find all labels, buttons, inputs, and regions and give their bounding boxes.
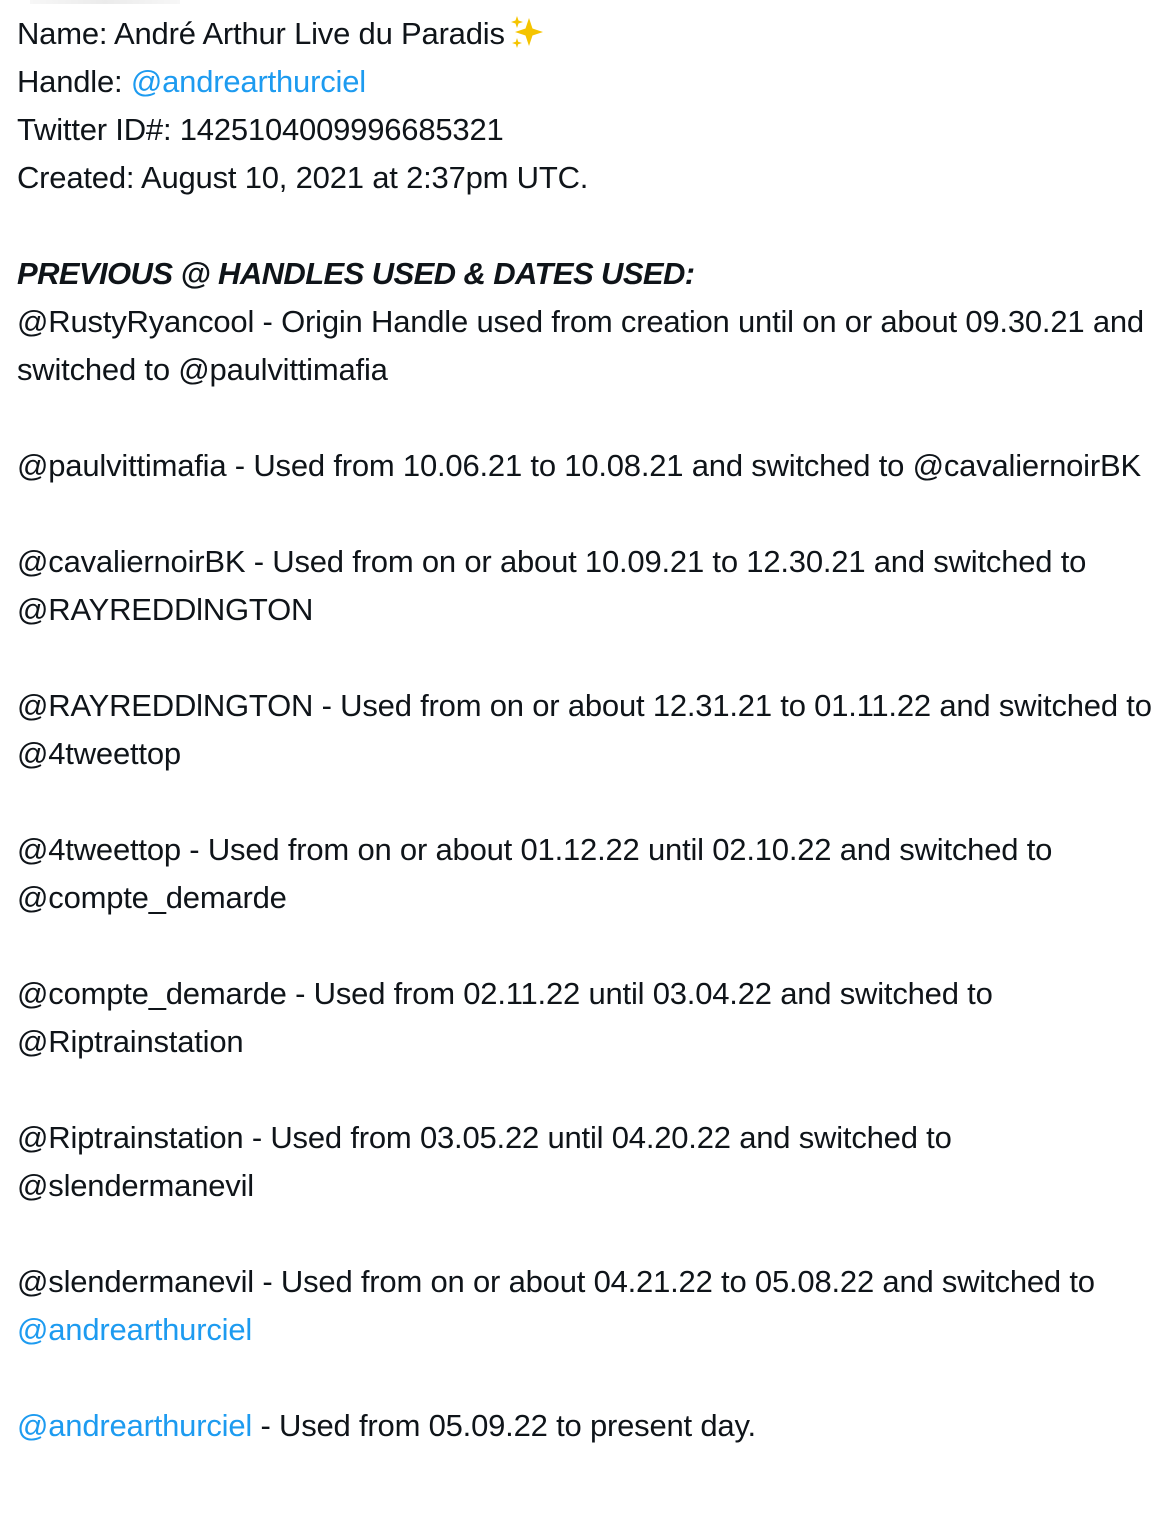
handle-link[interactable]: @andrearthurciel	[17, 1312, 253, 1347]
name-label: Name:	[17, 16, 115, 51]
spacer	[17, 1354, 1157, 1402]
history-entry-2: @paulvittimafia - Used from 10.06.21 to 10.08.21 and switched to @cavaliernoirBK	[17, 448, 1141, 483]
spacer	[17, 394, 1157, 442]
history-entry-3: @cavaliernoirBK - Used from on or about 10.09.21 to 12.30.21 and switched to @RAYREDDlNGTON	[17, 544, 1087, 627]
top-edge-shadow	[30, 0, 180, 4]
tweet-text	[17, 10, 1157, 1450]
handle-line	[17, 58, 1157, 106]
history-entry-8-text: @slendermanevil - Used from on or about 04.21.22 to 05.08.22 and switched to	[17, 1264, 1095, 1299]
name-line	[17, 10, 1157, 58]
spacer	[17, 1210, 1157, 1258]
history-entry-8	[17, 1258, 1157, 1354]
spacer	[17, 778, 1157, 826]
twitter-id-line: Twitter ID#: 1425104009996685321	[17, 112, 504, 147]
history-entry-9-text: - Used from 05.09.22 to present day.	[252, 1408, 756, 1443]
sparkles-icon	[509, 14, 545, 64]
history-entry-5: @4tweettop - Used from on or about 01.12.22 until 02.10.22 and switched to @compte_demarde	[17, 832, 1053, 915]
handle-label: Handle:	[17, 64, 131, 99]
name-value: André Arthur Live du Paradis	[114, 16, 505, 51]
handle-link[interactable]: @andrearthurciel	[17, 1408, 253, 1443]
history-entry-7: @Riptrainstation - Used from 03.05.22 until 04.20.22 and switched to @slendermanevil	[17, 1120, 952, 1203]
spacer	[17, 490, 1157, 538]
history-entry-4: @RAYREDDlNGTON - Used from on or about 12.31.21 to 01.11.22 and switched to @4tweettop	[17, 688, 1152, 771]
history-entry-1: @RustyRyancool - Origin Handle used from creation until on or about 09.30.21 and switched to @paulvittimafia	[17, 304, 1144, 387]
spacer	[17, 922, 1157, 970]
history-entry-6: @compte_demarde - Used from 02.11.22 until 03.04.22 and switched to @Riptrainstation	[17, 976, 993, 1059]
spacer	[17, 1066, 1157, 1114]
spacer	[17, 634, 1157, 682]
spacer	[17, 202, 1157, 250]
created-line: Created: August 10, 2021 at 2:37pm UTC.	[17, 160, 589, 195]
current-handle-link[interactable]: @andrearthurciel	[130, 64, 366, 99]
history-heading: PREVIOUS @ HANDLES USED & DATES USED:	[17, 256, 695, 291]
history-entry-9	[17, 1402, 1157, 1450]
